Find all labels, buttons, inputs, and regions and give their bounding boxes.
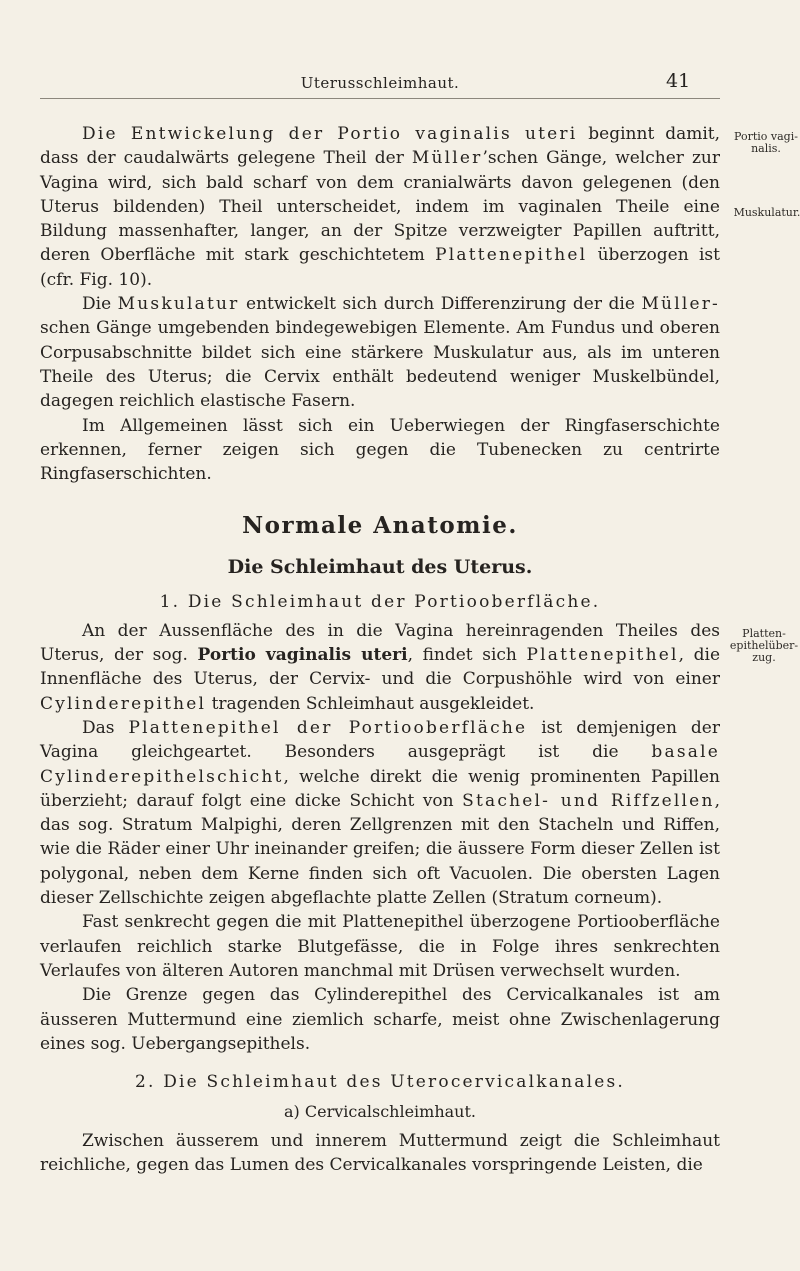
spaced-term: basale Cylinderepithelschicht xyxy=(40,742,720,787)
paragraph-cervicalschleimhaut: Zwischen äusserem und innerem Muttermund zeigt die Schleimhaut reichliche, gegen das Lumen des Cervicalkanales vorspringende Leisten, die xyxy=(40,1130,720,1175)
bold-term: Portio vaginalis uteri xyxy=(197,645,408,666)
paragraph-ringfaser: Im Allgemeinen lässt sich ein Ueberwiegen der Ringfaserschichte erkennen, ferner zeigen sich gegen die Tubenecken zu centrirte Ringfaserschichten. xyxy=(40,415,720,485)
margin-note-plattenepithel: Platten- epithelüber- zug. xyxy=(729,627,799,664)
paragraph-development: Die Entwickelung der Portio vaginalis uteri beginnt damit, dass der caudalwärts gelegene Theil der Müller’schen Gänge, welcher zur Vagina wird, sich bald scharf von dem cranialwärts davon gelegenen (den Uterus bildenden) Theil unterscheidet, indem im vaginalen Theile eine Bildung massenhafter, langer, an der Spitze verzweigter Papillen auftritt, deren Oberfläche mit stark geschichtetem Plattenepithel überzogen ist (cfr. Fig. 10). xyxy=(40,124,721,290)
section-title: Normale Anatomie. xyxy=(242,512,518,540)
author-name: Müller xyxy=(411,148,483,169)
spaced-term: Plattenepithel xyxy=(435,245,588,266)
header-rule xyxy=(40,98,720,99)
spaced-term: Die Entwickelung der Portio vaginalis uteri xyxy=(82,124,578,144)
margin-note-portio: Portio vagi- nalis. xyxy=(734,130,798,155)
paragraph-plattenepithel: Das Plattenepithel der Portiooberfläche ist demjenigen der Vagina gleichgeartet. Besonders ausgeprägt ist die basale Cylinderepithelschicht, welche direkt die wenig prominenten Papillen überzieht; darauf folgt eine dicke Schicht von Stachel- und Riffzellen, das sog. Stratum Malpighi, deren Zellgrenzen mit den Stacheln und Riffen, wie die Räder einer Uhr ineinander greifen; die äussere Form dieser Zellen ist polygonal, neben dem Kerne finden sich oft Vacuolen. Die obersten Lagen dieser Zellschichte zeigen abgeflachte platte Zellen (Stratum corneum). xyxy=(40,717,721,909)
paragraph-grenze: Die Grenze gegen das Cylinderepithel des Cervicalkanales ist am äusseren Muttermund eine ziemlich scharfe, meist ohne Zwischenlagerung eines sog. Uebergangsepithels. xyxy=(40,985,720,1054)
heading-portiooberflaeche: 1. Die Schleimhaut der Portiooberfläche. xyxy=(159,592,601,613)
paragraph-muskulatur: Die Muskulatur entwickelt sich durch Differenzirung der die Müller-schen Gänge umgebenden bindegewebigen Elemente. Am Fundus und oberen Corpusabschnitte bildet sich eine stärkere Muskulatur aus, als im unteren Theile des Uterus; die Cervix enthält bedeutend weniger Muskelbündel, dagegen reichlich elastische Fasern. xyxy=(40,294,720,412)
paragraph-blutgefaesse: Fast senkrecht gegen die mit Plattenepithel überzogene Portiooberfläche verlaufen reichlich starke Blutgefässe, die in Folge ihres senkrechten Verlaufes von älteren Autoren manchmal mit Drüsen verwechselt wurden. xyxy=(40,912,720,981)
spaced-term: Stachel- und Riffzellen xyxy=(462,790,715,811)
spaced-term: Cylinderepithel xyxy=(40,693,207,714)
spaced-term: Plattenepithel der Portiooberfläche xyxy=(128,717,528,738)
spaced-term: Plattenepithel xyxy=(526,645,679,666)
author-name: Müller- xyxy=(641,294,720,315)
body-text xyxy=(40,122,720,1177)
page-number: 41 xyxy=(666,70,691,92)
subsection-title: Die Schleimhaut des Uterus. xyxy=(227,556,533,579)
spaced-term: Muskulatur xyxy=(117,294,240,315)
heading-uterocervicalkanal: 2. Die Schleimhaut des Uterocervicalkanales. xyxy=(134,1072,626,1093)
paragraph-aussenflaeche: An der Aussenfläche des in die Vagina hereinragenden Theiles des Uterus, der sog. Portio vaginalis uteri, findet sich Plattenepithel, die Innenfläche des Uterus, der Cervix- und die Corpushöhle wird von einer Cylinderepithel tragenden Schleimhaut ausgekleidet. xyxy=(40,620,721,714)
heading-cervicalschleimhaut: a) Cervicalschleimhaut. xyxy=(283,1102,476,1122)
margin-note-muskulatur: Muskulatur. xyxy=(733,206,800,219)
running-title: Uterusschleimhaut. xyxy=(300,74,460,92)
